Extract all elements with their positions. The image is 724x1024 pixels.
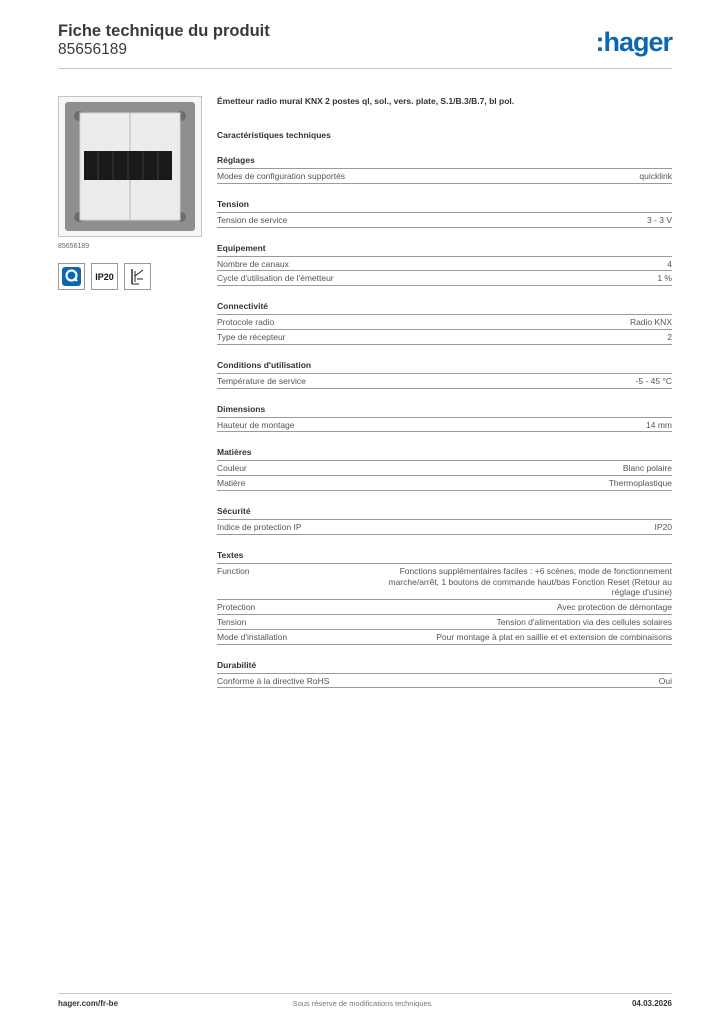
spec-label: Nombre de canaux	[217, 258, 289, 269]
spec-row	[217, 374, 672, 389]
spec-label: Modes de configuration supportés	[217, 171, 346, 181]
footer-disclaimer: Sous réserve de modifications techniques	[292, 999, 432, 1008]
spec-row	[217, 418, 672, 433]
section-title: Dimensions	[217, 404, 672, 418]
footer-date: 04.03.2026	[631, 999, 672, 1008]
section-title: Matières	[217, 447, 672, 461]
spec-label: Température de service	[217, 375, 306, 386]
spec-section	[217, 360, 672, 389]
spec-label: Indice de protection IP	[217, 521, 302, 532]
spec-content	[217, 96, 672, 688]
spec-value: 14 mm	[646, 419, 672, 430]
spec-label: Tension	[217, 616, 247, 627]
spec-value: quicklink	[639, 171, 672, 181]
spec-label: Conforme à la directive RoHS	[217, 675, 330, 686]
spec-row	[217, 330, 672, 345]
spec-label: Matière	[217, 478, 246, 489]
spec-sections	[217, 155, 672, 688]
spec-row	[217, 213, 672, 228]
section-title: Tension	[217, 199, 672, 213]
spec-row	[217, 315, 672, 330]
spec-row	[217, 615, 672, 630]
spec-value: 4	[667, 258, 672, 269]
section-title: Connectivité	[217, 301, 672, 315]
spec-value: Thermoplastique	[608, 478, 672, 489]
spec-label: Mode d'installation	[217, 631, 288, 642]
spec-value: 2	[667, 331, 672, 342]
spec-label: Couleur	[217, 463, 247, 474]
spec-section	[217, 660, 672, 689]
spec-section	[217, 506, 672, 535]
spec-value: IP20	[654, 521, 672, 532]
section-title: Equipement	[217, 243, 672, 257]
spec-value: Tension d'alimentation via des cellules solaires	[496, 616, 672, 627]
spec-value: 3 - 3 V	[646, 214, 672, 225]
spec-row	[217, 564, 672, 600]
spec-row	[217, 600, 672, 615]
spec-label: Tension de service	[217, 214, 288, 225]
spec-label: Cycle d'utilisation de l'émetteur	[217, 273, 334, 284]
spec-value: -5 - 45 °C	[635, 375, 672, 386]
section-title: Textes	[217, 550, 672, 564]
spec-section	[217, 447, 672, 491]
spec-row	[217, 674, 672, 689]
spec-label: Protocole radio	[217, 317, 275, 328]
spec-row	[217, 630, 672, 645]
spec-row	[217, 271, 672, 286]
section-title: Conditions d'utilisation	[217, 360, 672, 374]
spec-value: Pour montage à plat en saillie et et extension de combinaisons	[436, 631, 672, 642]
spec-row	[217, 461, 672, 476]
footer-divider	[58, 993, 672, 994]
header-divider	[58, 68, 672, 69]
page-title: Fiche technique du produit	[58, 22, 270, 40]
page-header	[58, 21, 270, 59]
spec-section	[217, 550, 672, 645]
feature-badges	[58, 263, 151, 290]
section-title: Réglages	[217, 155, 672, 169]
spec-label: Type de récepteur	[217, 331, 286, 342]
spec-section	[217, 301, 672, 345]
switch-illustration	[59, 97, 201, 236]
spec-label: Hauteur de montage	[217, 419, 295, 430]
spec-section	[217, 199, 672, 228]
spec-value: Blanc polaire	[622, 463, 672, 474]
spec-section	[217, 243, 672, 287]
spec-label: Protection	[217, 602, 256, 613]
footer-website[interactable]: hager.com/fr-be	[58, 999, 119, 1008]
characteristics-heading: Caractéristiques techniques	[217, 130, 331, 140]
ip20-badge	[91, 263, 118, 290]
spec-row	[217, 520, 672, 535]
flush-mount-icon	[124, 263, 151, 290]
spec-row	[217, 257, 672, 272]
section-title: Durabilité	[217, 660, 672, 674]
spec-section	[217, 155, 672, 184]
spec-label: Function	[217, 565, 250, 576]
product-number: 85656189	[58, 41, 127, 58]
spec-row	[217, 476, 672, 491]
section-title: Sécurité	[217, 506, 672, 520]
spec-row	[217, 169, 672, 184]
spec-value: Oui	[658, 675, 672, 686]
product-name: Émetteur radio mural KNX 2 postes ql, sol., vers. plate, S.1/B.3/B.7, bl pol.	[217, 96, 515, 106]
spec-section	[217, 404, 672, 433]
ip20-label: IP20	[95, 271, 114, 282]
spec-value: Fonctions supplémentaires faciles : +6 scènes, mode de fonctionnement marche/arrêt, 1 boutons de commande haut/bas Fonction Reset (Retour au réglage d'usine)	[388, 565, 672, 598]
image-code: 85656189	[58, 243, 90, 250]
hager-logo[interactable]: :hager	[595, 27, 672, 57]
spec-value: Avec protection de démontage	[556, 602, 672, 613]
product-image	[58, 96, 202, 237]
spec-value: 1 %	[657, 273, 672, 284]
quicklink-icon	[58, 263, 85, 290]
spec-value: Radio KNX	[629, 317, 672, 328]
